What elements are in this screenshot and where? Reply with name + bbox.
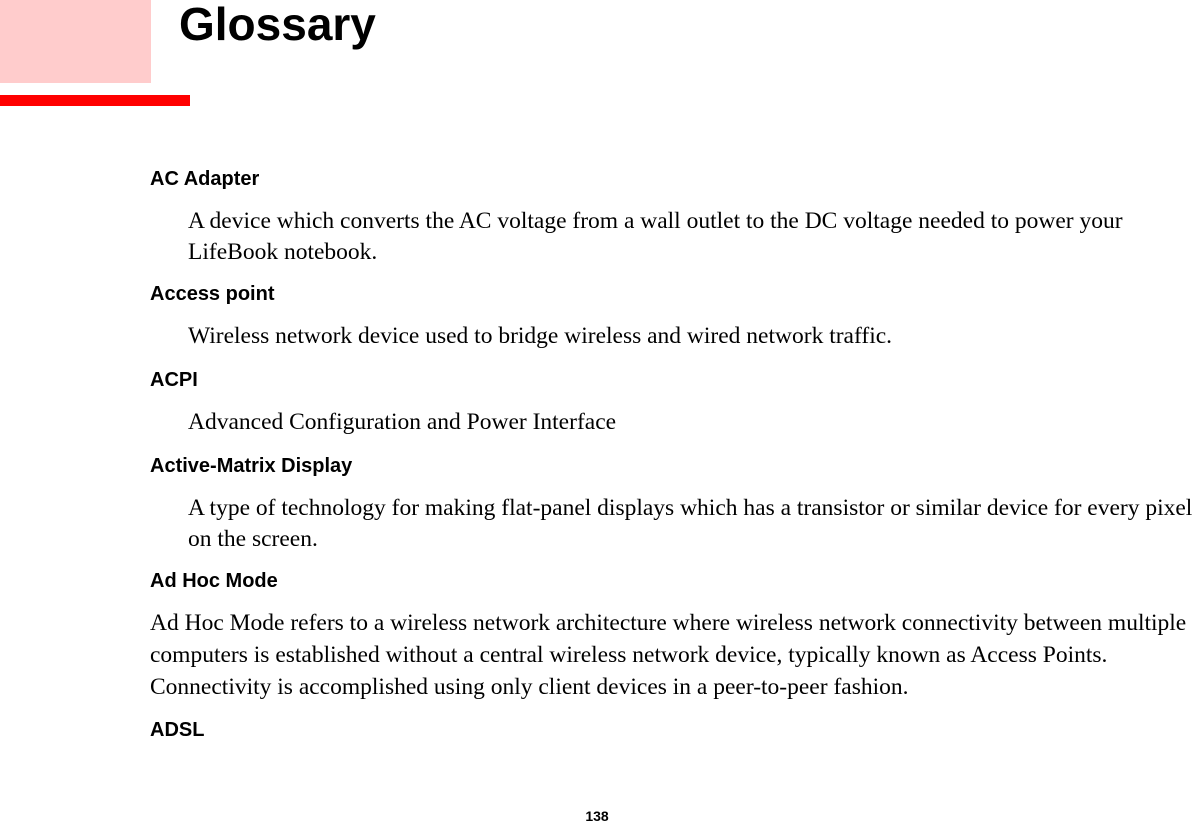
glossary-definition-ac-adapter: A device which converts the AC voltage from a wall outlet to the DC voltage needed to power your LifeBook notebook. [188, 208, 1123, 265]
glossary-definition-access-point: Wireless network device used to bridge wireless and wired network traffic. [188, 323, 893, 349]
page-number: 138 [585, 808, 609, 824]
glossary-term-ad-hoc-mode: Ad Hoc Mode [150, 570, 278, 592]
glossary-definition-acpi: Advanced Configuration and Power Interface [188, 409, 617, 435]
title-underline-rule [0, 95, 190, 106]
glossary-term-ac-adapter: AC Adapter [150, 168, 260, 190]
glossary-term-active-matrix-display: Active-Matrix Display [150, 455, 353, 477]
glossary-term-adsl: ADSL [150, 719, 205, 741]
glossary-definition-active-matrix-display: A type of technology for making flat-panel displays which has a transistor or similar device for every pixel on the screen. [188, 495, 1193, 552]
glossary-term-acpi: ACPI [150, 369, 198, 391]
chapter-tab-block [0, 0, 151, 83]
page-title: Glossary [179, 0, 376, 50]
glossary-definition-ad-hoc-mode: Ad Hoc Mode refers to a wireless network architecture where wireless network connectivity between multiple computers is established without a central wireless network device, typically known as Access Points. Connectivity is accomplished using only client devices in a peer-to-peer fashion. [150, 610, 1187, 700]
glossary-term-access-point: Access point [150, 283, 275, 305]
